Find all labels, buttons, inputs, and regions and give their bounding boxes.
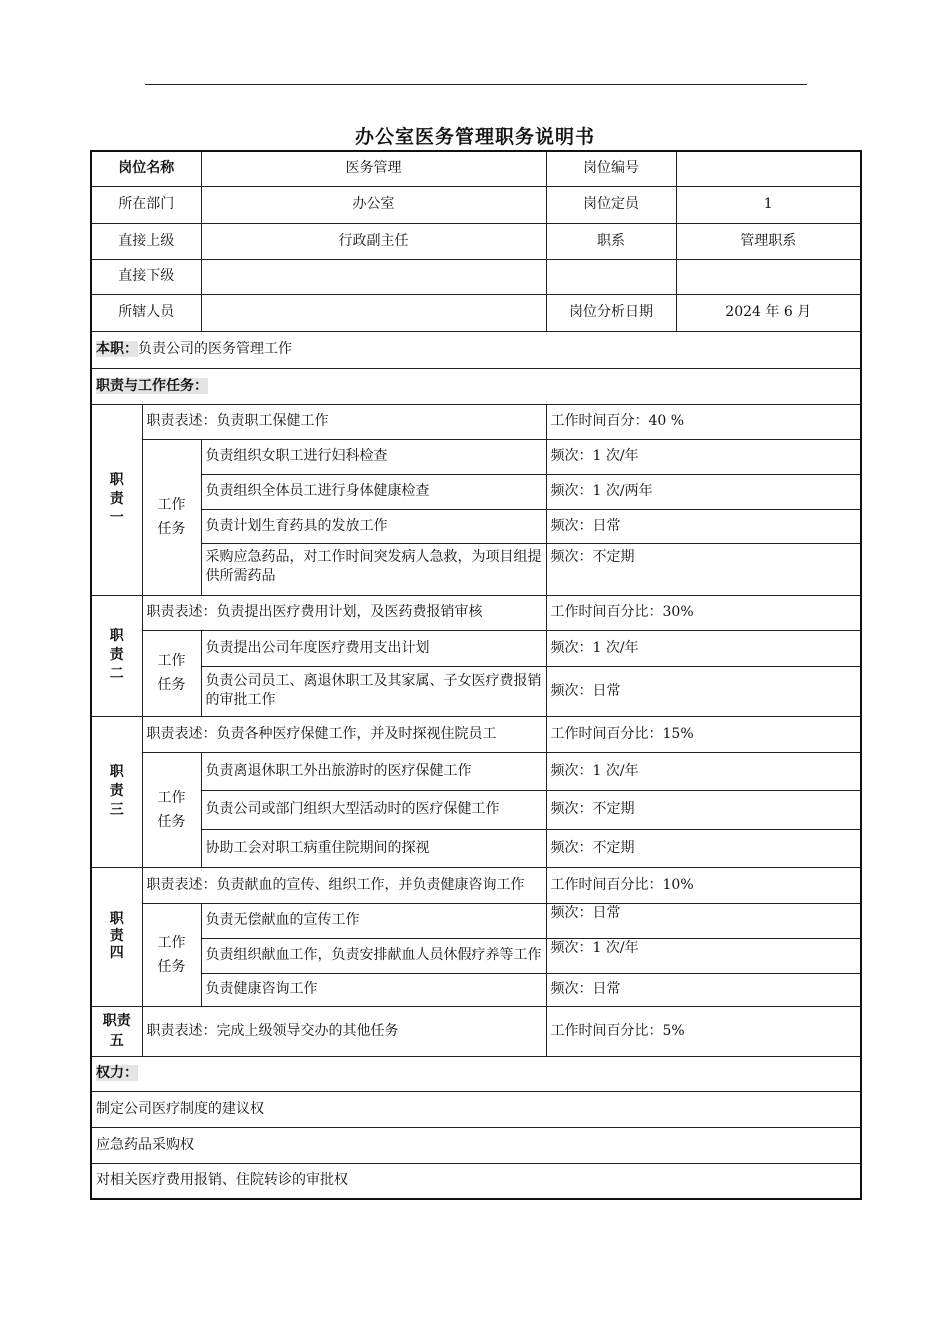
info-value: 办公室 [201,186,546,223]
info-label: 所在部门 [91,186,201,223]
duty-row [91,1006,861,1056]
task-text: 采购应急药品，对工作时间突发病人急救，为项目组提供所需药品 [201,543,546,595]
task-text: 负责无偿献血的宣传工作 [201,903,546,938]
power-item: 应急药品采购权 [91,1127,861,1163]
power-item: 对相关医疗费用报销、住院转诊的审批权 [91,1163,861,1199]
powers-header-cell [91,1056,861,1091]
duty-name: 职责四 [109,911,124,961]
task-row [91,439,861,474]
task-row [91,973,861,1006]
duty-desc: 职责表述：负责职工保健工作 [142,404,546,439]
powers-header-row [91,1056,861,1091]
task-row [91,630,861,666]
duty-pct: 工作时间百分比：30% [546,595,861,630]
task-row [91,903,861,938]
task-text: 负责公司员工、离退休职工及其家属、子女医疗费报销的审批工作 [201,666,546,716]
task-freq: 频次：1 次/年 [546,439,861,474]
task-freq: 频次：日常 [546,973,861,1006]
info-value [676,259,861,294]
task-row [91,752,861,790]
page-title: 办公室医务管理职务说明书 [354,126,595,148]
task-label: 工作任务 [157,789,186,830]
task-label: 工作任务 [157,497,186,537]
duty-pct: 工作时间百分比：15% [546,716,861,752]
duty-name-cell [91,1006,142,1056]
duty-name: 职责一 [109,472,124,526]
task-text: 负责组织献血工作，负责安排献血人员休假疗养等工作 [201,938,546,973]
task-text: 协助工会对职工病重住院期间的探视 [201,829,546,867]
benzhi-row [91,331,861,368]
task-row [91,509,861,543]
task-text: 负责离退休职工外出旅游时的医疗保健工作 [201,752,546,790]
duty-name-cell [91,404,142,595]
info-row [91,223,861,259]
info-label: 职系 [546,223,676,259]
info-value [676,151,861,186]
duty-name: 职责二 [109,628,124,682]
info-row [91,151,861,186]
power-row [91,1127,861,1163]
info-value [201,294,546,331]
info-value: 行政副主任 [201,223,546,259]
duty-row [91,716,861,752]
info-value: 管理职系 [676,223,861,259]
power-row [91,1091,861,1127]
duties-header-cell [91,368,861,404]
task-freq: 频次：日常 [546,903,861,938]
duty-desc: 职责表述：负责献血的宣传、组织工作，并负责健康咨询工作 [142,867,546,903]
duty-name-cell [91,595,142,716]
duty-name: 职责五 [102,1013,131,1049]
task-row [91,474,861,509]
power-item: 制定公司医疗制度的建议权 [91,1091,861,1127]
info-label: 岗位编号 [546,151,676,186]
task-text: 负责提出公司年度医疗费用支出计划 [201,630,546,666]
header-rule [145,84,807,85]
duty-row [91,595,861,630]
task-row [91,938,861,973]
task-label: 工作任务 [157,653,186,693]
duty-name-cell [91,867,142,1006]
duty-row [91,867,861,903]
info-label: 岗位名称 [91,151,201,186]
powers-header: 权力： [96,1065,138,1081]
task-text: 负责健康咨询工作 [201,973,546,1006]
info-label: 岗位定员 [546,186,676,223]
task-freq: 频次：日常 [546,509,861,543]
task-freq: 频次：1 次/年 [546,630,861,666]
info-row [91,294,861,331]
task-label-cell [142,630,201,716]
info-label [546,259,676,294]
task-freq: 频次：1 次/两年 [546,474,861,509]
info-label: 岗位分析日期 [546,294,676,331]
duty-desc: 职责表述：完成上级领导交办的其他任务 [142,1006,546,1056]
task-text: 负责公司或部门组织大型活动时的医疗保健工作 [201,790,546,829]
duty-pct: 工作时间百分比：10% [546,867,861,903]
info-value: 1 [676,186,861,223]
info-value: 医务管理 [201,151,546,186]
info-row [91,186,861,223]
info-label: 所辖人员 [91,294,201,331]
duties-header-row [91,368,861,404]
task-row [91,829,861,867]
task-label-cell [142,903,201,1006]
info-label: 直接下级 [91,259,201,294]
job-description-table [90,150,862,1200]
duty-desc: 职责表述：负责各种医疗保健工作，并及时探视住院员工 [142,716,546,752]
task-freq: 频次：不定期 [546,543,861,595]
task-freq: 频次：1 次/年 [546,752,861,790]
duty-pct: 工作时间百分：40 % [546,404,861,439]
task-label-cell [142,752,201,867]
task-freq: 频次：不定期 [546,829,861,867]
power-row [91,1163,861,1199]
task-row [91,543,861,595]
task-freq: 频次：1 次/年 [546,938,861,973]
duties-header: 职责与工作任务： [96,377,208,394]
task-text: 负责计划生育药具的发放工作 [201,509,546,543]
benzhi-text: 负责公司的医务管理工作 [138,341,292,357]
task-row [91,666,861,716]
task-label-cell [142,439,201,595]
duty-name-cell [91,716,142,867]
task-freq: 频次：日常 [546,666,861,716]
duty-row [91,404,861,439]
info-row [91,259,861,294]
task-text: 负责组织全体员工进行身体健康检查 [201,474,546,509]
info-value: 2024 年 6 月 [676,294,861,331]
task-row [91,790,861,829]
task-text: 负责组织女职工进行妇科检查 [201,439,546,474]
info-value [201,259,546,294]
task-freq: 频次：不定期 [546,790,861,829]
duty-desc: 职责表述：负责提出医疗费用计划，及医药费报销审核 [142,595,546,630]
benzhi-label: 本职： [96,341,138,357]
duty-pct: 工作时间百分比：5% [546,1006,861,1056]
task-label: 工作任务 [157,934,186,975]
benzhi-cell [91,331,861,368]
info-label: 直接上级 [91,223,201,259]
duty-name: 职责三 [109,764,124,818]
